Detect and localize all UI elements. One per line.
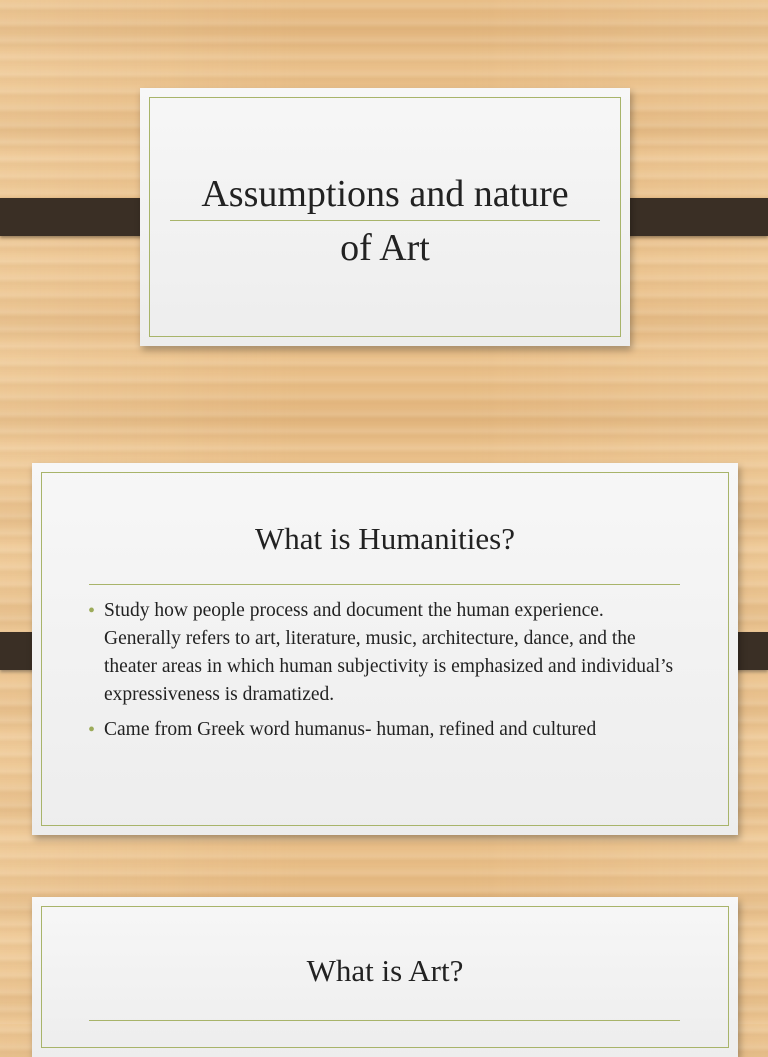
- slide-1-title-rule: [170, 220, 600, 221]
- slide-1: [140, 88, 630, 346]
- slide-2-title: What is Humanities?: [255, 521, 515, 556]
- bullet-dot-icon: •: [88, 719, 96, 741]
- slide-1-title-line-1: Assumptions and nature: [201, 173, 569, 215]
- slide-2-bullet-text: Study how people process and document the human experience. Generally refers to art, literature, music, architecture, dance, and the theater areas in which human subjectivity is emphasized and individual’s expressiveness is dramatized.: [104, 600, 674, 705]
- slide-1-title-line-2: of Art: [340, 227, 430, 269]
- slide-2-title-rule: [89, 584, 680, 585]
- slide-3: [32, 897, 738, 1057]
- slide-3-title: What is Art?: [306, 953, 464, 988]
- slide-2-bullet-item: [88, 716, 678, 744]
- slide-1-right-strap: [613, 198, 768, 236]
- slide-3-title-rule: [89, 1020, 680, 1021]
- bullet-dot-icon: •: [88, 600, 96, 622]
- slide-2-bullet-text: Came from Greek word humanus- human, refined and cultured: [104, 719, 597, 740]
- slide-2-bullet-item: [88, 597, 678, 709]
- slide-1-left-strap: [0, 198, 155, 236]
- slide-1-frame: [149, 97, 621, 337]
- slide-2: [32, 463, 738, 835]
- slide-2-bullet-list: [88, 597, 678, 751]
